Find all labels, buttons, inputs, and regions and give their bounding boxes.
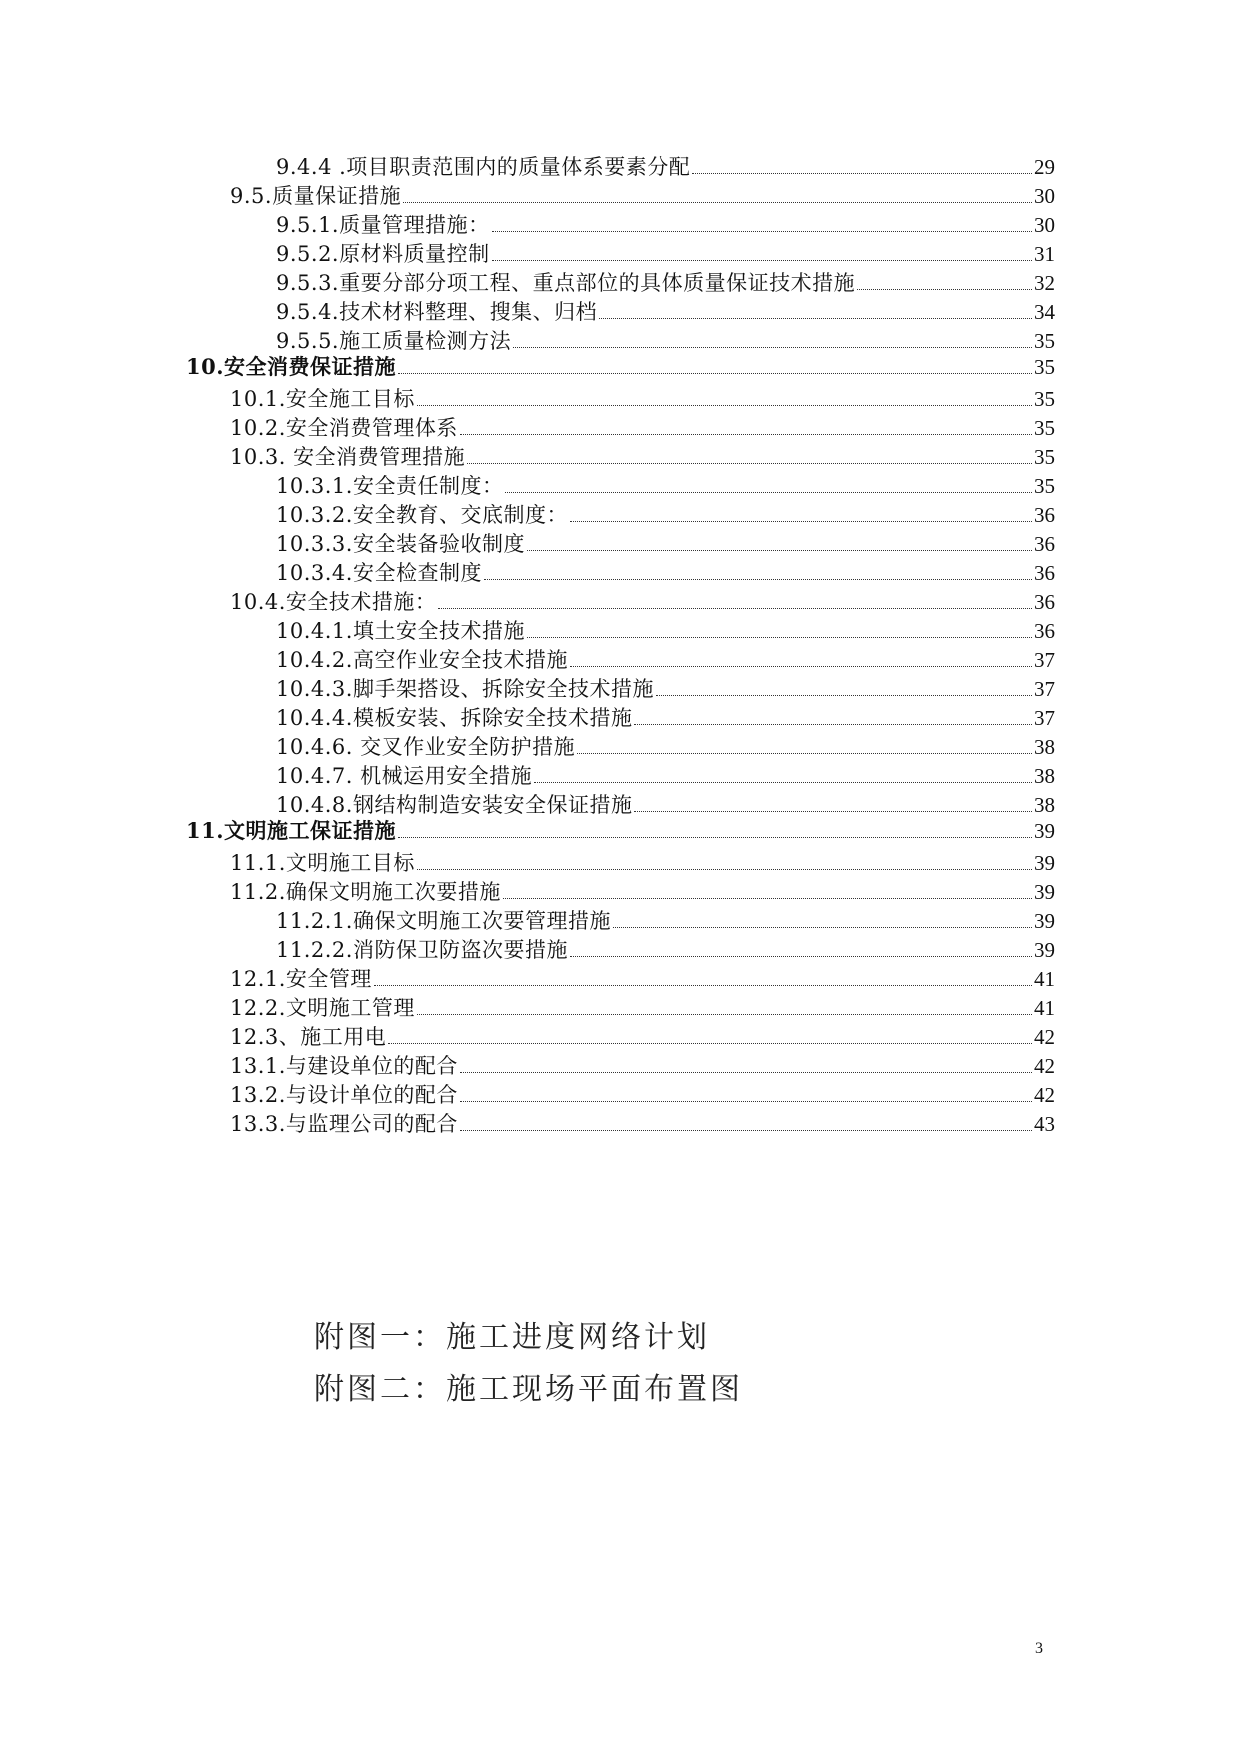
toc-entry[interactable] (276, 701, 1055, 731)
toc-entry-label: 10.4.3.脚手架搭设、拆除安全技术措施 (276, 677, 654, 701)
toc-leader-dots (527, 637, 1032, 638)
toc-entry[interactable] (230, 1049, 1055, 1079)
toc-leader-dots (460, 1101, 1032, 1102)
toc-entry-label: 13.1.与建设单位的配合 (230, 1054, 458, 1078)
toc-leader-dots (492, 260, 1032, 261)
toc-entry[interactable] (276, 933, 1055, 963)
toc-leader-dots (484, 579, 1032, 580)
toc-entry-page: 35 (1034, 416, 1055, 440)
toc-entry-page: 36 (1034, 590, 1055, 614)
toc-entry-label: 9.5.1.质量管理措施： (276, 213, 490, 237)
toc-entry[interactable] (276, 150, 1055, 180)
toc-entry-label: 12.3、施工用电 (230, 1025, 387, 1049)
toc-entry-page: 39 (1034, 819, 1055, 843)
toc-entry[interactable] (230, 1107, 1055, 1137)
toc-entry-page: 35 (1034, 329, 1055, 353)
toc-entry[interactable] (230, 1020, 1055, 1050)
toc-entry-page: 36 (1034, 532, 1055, 556)
toc-entry-page: 42 (1034, 1025, 1055, 1049)
appendix-figure-2: 附图二：施工现场平面布置图 (314, 1372, 743, 1407)
toc-entry[interactable] (276, 643, 1055, 673)
toc-entry-label: 10.4.4.模板安装、拆除安全技术措施 (276, 706, 633, 730)
toc-entry[interactable] (230, 846, 1055, 876)
toc-entry-page: 43 (1034, 1112, 1055, 1136)
toc-entry[interactable] (276, 527, 1055, 557)
toc-leader-dots (417, 1014, 1032, 1015)
toc-entry-label: 10.3.3.安全装备验收制度 (276, 532, 525, 556)
toc-entry-page: 36 (1034, 561, 1055, 585)
toc-leader-dots (634, 724, 1032, 725)
toc-entry-page: 30 (1034, 184, 1055, 208)
toc-entry-page: 37 (1034, 677, 1055, 701)
toc-leader-dots (634, 811, 1032, 812)
toc-entry-page: 31 (1034, 242, 1055, 266)
toc-leader-dots (417, 869, 1032, 870)
toc-entry-page: 41 (1034, 967, 1055, 991)
toc-entry-page: 29 (1034, 155, 1055, 179)
toc-entry-page: 37 (1034, 706, 1055, 730)
toc-entry-page: 41 (1034, 996, 1055, 1020)
toc-entry-page: 37 (1034, 648, 1055, 672)
toc-entry[interactable] (276, 672, 1055, 702)
toc-entry-page: 35 (1034, 387, 1055, 411)
toc-entry-label: 9.5.5.施工质量检测方法 (276, 329, 512, 353)
toc-entry-page: 30 (1034, 213, 1055, 237)
toc-entry-label: 11.1.文明施工目标 (230, 851, 415, 875)
toc-entry[interactable] (276, 469, 1055, 499)
toc-entry-label: 13.2.与设计单位的配合 (230, 1083, 458, 1107)
toc-leader-dots (656, 695, 1032, 696)
toc-entry-label: 9.5.4.技术材料整理、搜集、归档 (276, 300, 598, 324)
toc-entry-label: 12.2.文明施工管理 (230, 996, 415, 1020)
toc-leader-dots (492, 231, 1032, 232)
toc-entry[interactable] (276, 759, 1055, 789)
toc-entry-label: 12.1.安全管理 (230, 967, 372, 991)
toc-entry-page: 35 (1034, 355, 1055, 379)
toc-leader-dots (503, 898, 1032, 899)
toc-entry-page: 38 (1034, 735, 1055, 759)
toc-entry-chapter[interactable] (186, 814, 1055, 844)
toc-leader-dots (513, 347, 1032, 348)
toc-entry[interactable] (230, 962, 1055, 992)
toc-leader-dots (527, 550, 1032, 551)
toc-entry[interactable] (230, 382, 1055, 412)
toc-entry[interactable] (276, 730, 1055, 760)
toc-entry-page: 39 (1034, 851, 1055, 875)
toc-leader-dots (403, 202, 1032, 203)
toc-leader-dots (570, 956, 1032, 957)
toc-entry-page: 38 (1034, 764, 1055, 788)
toc-entry-page: 39 (1034, 909, 1055, 933)
toc-leader-dots (460, 1072, 1032, 1073)
toc-entry[interactable] (276, 904, 1055, 934)
toc-leader-dots (460, 1130, 1032, 1131)
toc-entry-label: 9.5.质量保证措施 (230, 184, 402, 208)
toc-entry-page: 36 (1034, 619, 1055, 643)
toc-entry-page: 42 (1034, 1083, 1055, 1107)
toc-entry-label: 10.安全消费保证措施 (186, 354, 397, 379)
toc-entry[interactable] (230, 411, 1055, 441)
toc-entry-label: 10.4.6. 交叉作业安全防护措施 (276, 735, 576, 759)
toc-entry-page: 34 (1034, 300, 1055, 324)
toc-leader-dots (505, 492, 1032, 493)
toc-entry-label: 9.5.2.原材料质量控制 (276, 242, 490, 266)
toc-leader-dots (599, 318, 1032, 319)
toc-entry-label: 10.4.2.高空作业安全技术措施 (276, 648, 568, 672)
toc-entry[interactable] (276, 237, 1055, 267)
toc-leader-dots (857, 289, 1032, 290)
toc-leader-dots (467, 463, 1032, 464)
toc-entry-label: 10.4.8.钢结构制造安装安全保证措施 (276, 793, 633, 817)
toc-entry[interactable] (230, 991, 1055, 1021)
page-number: 3 (1035, 1640, 1043, 1657)
toc-entry-label: 10.4.1.填土安全技术措施 (276, 619, 525, 643)
toc-entry-label: 10.4.7. 机械运用安全措施 (276, 764, 533, 788)
toc-entry[interactable] (230, 1078, 1055, 1108)
toc-entry[interactable] (230, 179, 1055, 209)
toc-entry[interactable] (230, 875, 1055, 905)
toc-entry-label: 10.3.4.安全检查制度 (276, 561, 482, 585)
appendix-figure-1: 附图一：施工进度网络计划 (314, 1320, 710, 1355)
toc-entry-label: 11.2.2.消防保卫防盗次要措施 (276, 938, 568, 962)
toc-entry-label: 10.3. 安全消费管理措施 (230, 445, 466, 469)
toc-entry[interactable] (276, 295, 1055, 325)
toc-entry-chapter[interactable] (186, 350, 1055, 380)
toc-entry-page: 39 (1034, 938, 1055, 962)
toc-leader-dots (417, 405, 1032, 406)
toc-entry[interactable] (276, 498, 1055, 528)
toc-entry-page: 35 (1034, 445, 1055, 469)
toc-entry-label: 10.4.安全技术措施： (230, 590, 437, 614)
toc-leader-dots (388, 1043, 1032, 1044)
toc-entry-label: 10.3.1.安全责任制度： (276, 474, 504, 498)
toc-entry-label: 13.3.与监理公司的配合 (230, 1112, 458, 1136)
toc-leader-dots (570, 666, 1032, 667)
toc-entry-page: 32 (1034, 271, 1055, 295)
toc-leader-dots (613, 927, 1032, 928)
toc-leader-dots (692, 173, 1032, 174)
toc-entry[interactable] (230, 440, 1055, 470)
toc-leader-dots (534, 782, 1032, 783)
toc-leader-dots (577, 753, 1032, 754)
toc-entry-page: 39 (1034, 880, 1055, 904)
toc-leader-dots (460, 434, 1032, 435)
toc-entry-page: 36 (1034, 503, 1055, 527)
toc-leader-dots (438, 608, 1032, 609)
toc-entry-label: 11.2.1.确保文明施工次要管理措施 (276, 909, 611, 933)
toc-entry[interactable] (276, 208, 1055, 238)
toc-entry-page: 38 (1034, 793, 1055, 817)
toc-entry-label: 10.1.安全施工目标 (230, 387, 415, 411)
toc-leader-dots (374, 985, 1032, 986)
toc-entry-page: 42 (1034, 1054, 1055, 1078)
toc-leader-dots (398, 373, 1032, 374)
toc-entry[interactable] (230, 585, 1055, 615)
toc-entry-label: 11.文明施工保证措施 (186, 818, 397, 843)
toc-entry-label: 9.4.4 .项目职责范围内的质量体系要素分配 (276, 155, 691, 179)
toc-entry[interactable] (276, 556, 1055, 586)
toc-entry-label: 10.2.安全消费管理体系 (230, 416, 458, 440)
toc-leader-dots (570, 521, 1032, 522)
toc-entry-page: 35 (1034, 474, 1055, 498)
toc-leader-dots (398, 837, 1032, 838)
toc-entry-label: 10.3.2.安全教育、交底制度： (276, 503, 568, 527)
toc-entry[interactable] (276, 614, 1055, 644)
toc-entry-label: 11.2.确保文明施工次要措施 (230, 880, 501, 904)
toc-entry[interactable] (276, 266, 1055, 296)
toc-entry-label: 9.5.3.重要分部分项工程、重点部位的具体质量保证技术措施 (276, 271, 856, 295)
